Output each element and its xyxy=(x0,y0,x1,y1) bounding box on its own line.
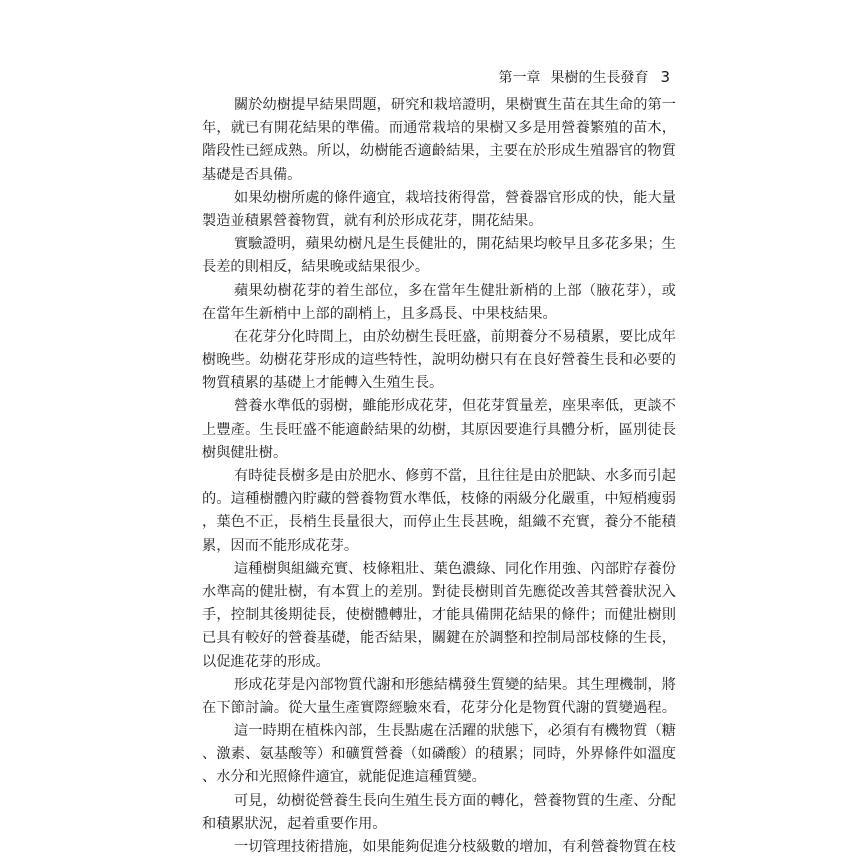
paragraph xyxy=(202,280,676,326)
text-line: 階段性已經成熟。所以，幼樹能否適齡結果，主要在於形成生殖器官的物質 xyxy=(202,143,676,160)
paragraph xyxy=(206,836,676,859)
text-line: 一切管理技術措施，如果能夠促進分枝級數的增加，有利營養物質在枝 xyxy=(234,839,676,855)
text-line: 營養水準低的弱樹，雖能形成花芽，但花芽質量差，座果率低，更談不 xyxy=(234,398,676,415)
chapter-title: 果樹的生長發育 xyxy=(550,70,649,86)
text-line: 如果幼樹所處的條件適宜，栽培技術得當，營養器官形成的快，能大量 xyxy=(234,189,676,206)
text-line: 累，因而不能形成花芽。 xyxy=(202,537,359,554)
text-line: 基礎是否具備。 xyxy=(202,166,302,183)
chapter-label: 第一章 xyxy=(498,70,541,86)
text-line: 形成花芽是內部物質代謝和形態結構發生質變的結果。其生理機制，將 xyxy=(234,676,676,693)
text-line: 的。這種樹體內貯藏的營養物質水準低，枝條的兩級分化嚴重，中短梢瘦弱 xyxy=(202,491,676,508)
text-line: 可見，幼樹從營養生長向生殖生長方面的轉化，營養物質的生產、分配 xyxy=(234,792,676,809)
text-line: 物質積累的基礎上才能轉入生殖生長。 xyxy=(202,375,444,392)
text-line: 年，就已有開花結果的準備。而通常栽培的果樹又多是用營養繁殖的苗木， xyxy=(202,120,676,137)
text-line: 、激素、氨基酸等）和礦質營養（如磷酸）的積累；同時，外界條件如溫度 xyxy=(202,746,676,763)
text-line: 在花芽分化時間上，由於幼樹生長旺盛，前期養分不易積累，要比成年 xyxy=(234,328,676,345)
text-line: 這種樹與組織充實、枝條粗壯、葉色濃綠、同化作用強、內部貯存養份 xyxy=(234,560,676,577)
text-line: 在下節討論。從大量生產實際經驗來看，花芽分化是物質代謝的質變過程。 xyxy=(202,699,676,716)
running-header xyxy=(200,66,670,88)
paragraph xyxy=(202,94,676,187)
text-line: 樹晚些。幼樹花芽形成的這些特性，說明幼樹只有在良好營養生長和必要的 xyxy=(202,352,676,369)
page-number: 3 xyxy=(660,68,670,86)
text-line: 在當年生新梢中上部的副梢上，且多爲長、中果枝結果。 xyxy=(202,305,557,322)
text-line: ，葉色不正，長梢生長量很大，而停止生長甚晚，組織不充實，養分不能積 xyxy=(202,514,676,531)
paragraph xyxy=(202,326,676,396)
text-line: 實驗證明，蘋果幼樹凡是生長健壯的，開花結果均較早且多花多果；生 xyxy=(234,236,676,253)
paragraph xyxy=(202,187,676,233)
text-line: 有時徒長樹多是由於肥水、修剪不當，且往往是由於肥缺、水多而引起 xyxy=(234,468,676,484)
text-line: 水準高的健壯樹，有本質上的差別。對徒長樹則首先應從改善其營養狀況入 xyxy=(202,583,676,600)
text-line: 樹與健壯樹。 xyxy=(202,444,288,461)
paragraph xyxy=(202,465,676,558)
text-line: 已具有較好的營養基礎，能否結果，關鍵在於調整和控制局部枝條的生長， xyxy=(202,630,676,647)
text-line: 和積累狀況，起着重要作用。 xyxy=(202,815,387,832)
text-line: 長差的則相反，結果晚或結果很少。 xyxy=(202,259,430,276)
paragraph xyxy=(202,395,676,465)
text-line: 、水分和光照條件適宜，就能促進這種質變。 xyxy=(202,769,486,786)
text-line: 手，控制其後期徒長，使樹體轉壯，才能具備開花結果的條件；而健壯樹則 xyxy=(202,607,676,624)
text-line: 製造並積累營養物質，就有利於形成花芽，開花結果。 xyxy=(202,212,543,229)
paragraph xyxy=(202,790,676,836)
text-line: 關於幼樹提早結果問題，研究和栽培證明，果樹實生苗在其生命的第一 xyxy=(234,97,676,113)
paragraph xyxy=(202,233,676,279)
page-body xyxy=(202,94,676,859)
paragraph xyxy=(202,558,676,674)
text-line: 這一時期在植株內部，生長點處在活躍的狀態下，必須有有機物質（糖 xyxy=(234,723,676,740)
paragraph xyxy=(202,720,676,790)
text-line: 上豐產。生長旺盛不能適齡結果的幼樹，其原因要進行具體分析，區別徒長 xyxy=(202,421,676,438)
paragraph xyxy=(202,674,676,720)
text-line: 以促進花芽的形成。 xyxy=(202,653,330,670)
text-line: 蘋果幼樹花芽的着生部位，多在當年生健壯新梢的上部（腋花芽），或 xyxy=(234,282,676,299)
